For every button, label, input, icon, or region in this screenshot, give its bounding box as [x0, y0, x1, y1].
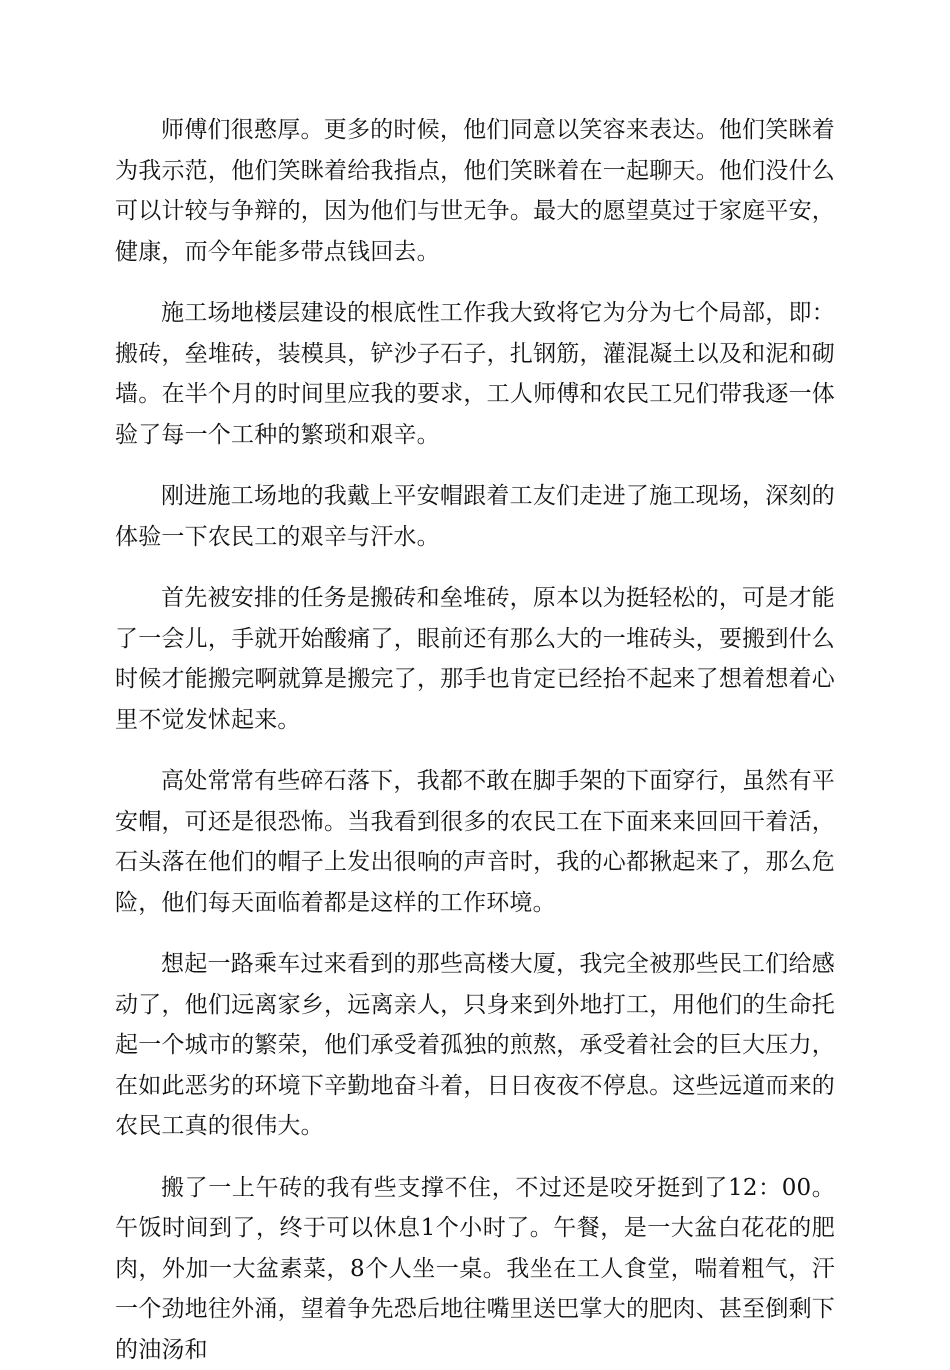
paragraph-4: 首先被安排的任务是搬砖和垒堆砖，原本以为挺轻松的，可是才能了一会儿，手就开始酸痛了，眼前还有那么大的一堆砖头，要搬到什么时候才能搬完啊就算是搬完了，那手也肯定已经抬不起来了想着想着心里不觉发怵起来。 [115, 578, 835, 740]
paragraph-6: 想起一路乘车过来看到的那些高楼大厦，我完全被那些民工们给感动了，他们远离家乡，远离亲人，只身来到外地打工，用他们的生命托起一个城市的繁荣，他们承受着孤独的煎熬，承受着社会的巨大压力，在如此恶劣的环境下辛勤地奋斗着，日日夜夜不停息。这些远道而来的农民工真的很伟大。 [115, 944, 835, 1147]
paragraph-2: 施工场地楼层建设的根底性工作我大致将它为分为七个局部，即：搬砖，垒堆砖，装模具，铲沙子石子，扎钢筋，灌混凝土以及和泥和砌墙。在半个月的时间里应我的要求，工人师傅和农民工兄们带我逐一体验了每一个工种的繁琐和艰辛。 [115, 293, 835, 455]
paragraph-3: 刚进施工场地的我戴上平安帽跟着工友们走进了施工现场，深刻的体验一下农民工的艰辛与汗水。 [115, 476, 835, 557]
paragraph-5: 高处常常有些碎石落下，我都不敢在脚手架的下面穿行，虽然有平安帽，可还是很恐怖。当我看到很多的农民工在下面来来回回干着活，石头落在他们的帽子上发出很响的声音时，我的心都揪起来了，那么危险，他们每天面临着都是这样的工作环境。 [115, 761, 835, 923]
paragraph-7: 搬了一上午砖的我有些支撑不住，不过还是咬牙挺到了12：00。午饭时间到了，终于可以休息1个小时了。午餐，是一大盆白花花的肥肉，外加一大盆素菜，8个人坐一桌。我坐在工人食堂，喘着粗气，汗一个劲地往外涌，望着争先恐后地往嘴里送巴掌大的肥肉、甚至倒剩下的油汤和 [115, 1168, 835, 1370]
paragraph-1: 师傅们很憨厚。更多的时候，他们同意以笑容来表达。他们笑眯着为我示范，他们笑眯着给我指点，他们笑眯着在一起聊天。他们没什么可以计较与争辩的，因为他们与世无争。最大的愿望莫过于家庭平安，健康，而今年能多带点钱回去。 [115, 110, 835, 272]
